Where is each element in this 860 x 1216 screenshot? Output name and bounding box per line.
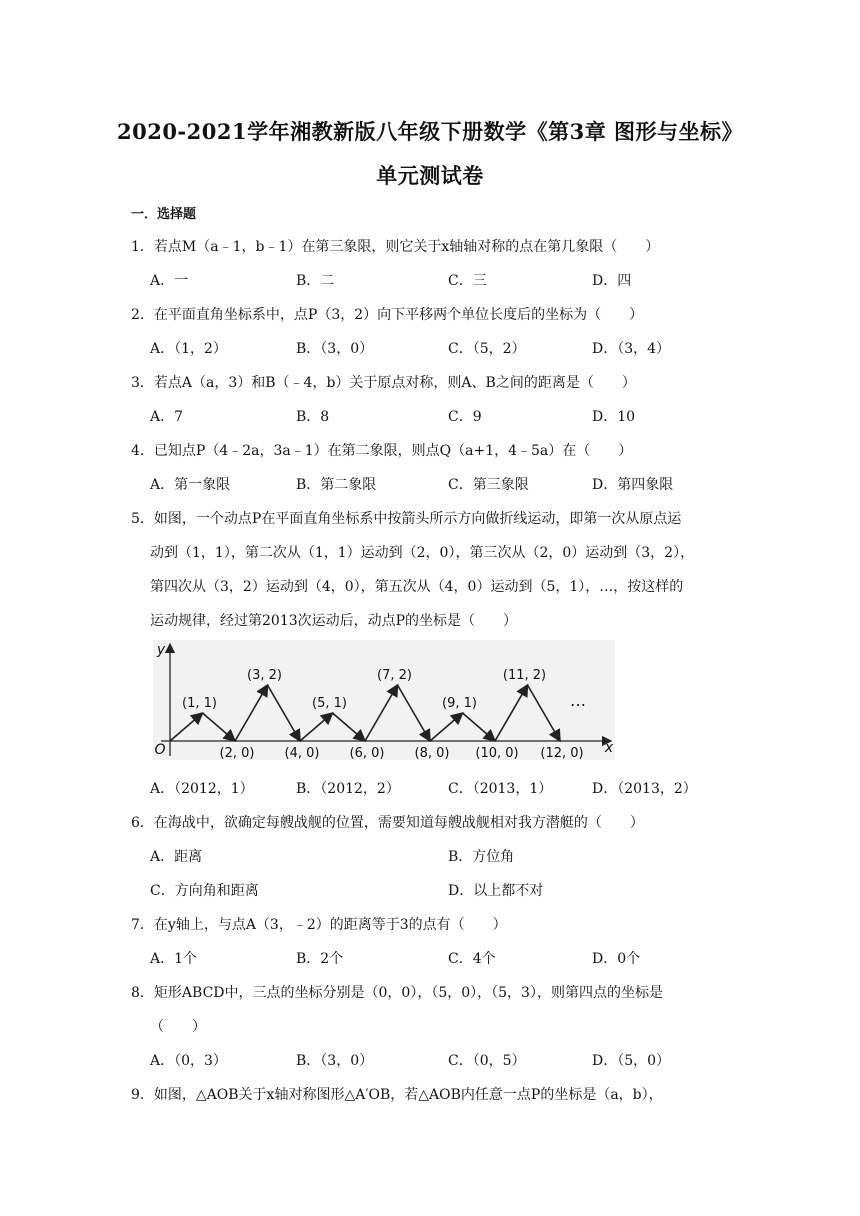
base-label: (2, 0)	[219, 746, 255, 760]
question-5-option-a: A．（2012，1）	[150, 781, 254, 797]
zigzag-figure	[153, 640, 615, 760]
question-4-option-d: D．第四象限	[592, 477, 674, 493]
question-3-option-d: D．10	[592, 409, 636, 425]
path-segment	[463, 713, 496, 741]
path-segment	[268, 685, 301, 741]
peak-label: (3, 2)	[247, 668, 282, 683]
question-8-option-a: A．（0，3）	[150, 1053, 227, 1069]
y-axis-label: y	[156, 642, 166, 658]
path-segment	[300, 713, 333, 741]
zigzag-diagram	[153, 640, 615, 760]
question-9-text: 9．如图，△AOB关于x轴对称图形△A′OB，若△AOB内任意一点P的坐标是（a，b），	[131, 1087, 663, 1103]
question-6-option-b: B．方位角	[448, 849, 515, 865]
path-segment	[333, 713, 366, 741]
question-1-option-d: D．四	[592, 273, 632, 289]
question-2-option-d: D．（3，4）	[592, 341, 671, 357]
base-label: (4, 0)	[284, 746, 320, 760]
question-7-text: 7．在y轴上，与点A（3，﹣2）的距离等于3的点有（ ）	[131, 917, 507, 933]
question-7-option-d: D．0个	[592, 951, 641, 967]
question-5-option-c: C．（2013，1）	[448, 781, 553, 797]
path-segment	[235, 685, 268, 741]
question-7-option-a: A．1个	[150, 951, 198, 967]
peak-label: (11, 2)	[502, 668, 547, 683]
question-5-option-d: D．（2013，2）	[592, 781, 697, 797]
question-7-option-c: C．4个	[448, 951, 496, 967]
question-3-text: 3．若点A（a，3）和B（﹣4，b）关于原点对称，则A、B之间的距离是（ ）	[131, 375, 636, 391]
question-4-option-c: C．第三象限	[448, 477, 529, 493]
question-3-option-a: A．7	[150, 409, 184, 425]
base-label: (12, 0)	[540, 746, 584, 760]
section-heading: 一．选择题	[131, 207, 197, 222]
x-axis-label: x	[604, 740, 614, 756]
peak-label: (5, 1)	[312, 696, 347, 711]
question-5-text-4: 运动规律，经过第2013次运动后，动点P的坐标是（ ）	[150, 613, 518, 629]
question-2-option-b: B．（3，0）	[296, 341, 374, 357]
question-1-text: 1．若点M（a﹣1，b﹣1）在第三象限，则它关于x轴轴对称的点在第几象限（ ）	[131, 239, 660, 255]
question-1-option-c: C．三	[448, 273, 487, 289]
question-3-option-c: C．9	[448, 409, 482, 425]
question-5-text-2: 动到（1，1），第二次从（1，1）运动到（2，0），第三次从（2，0）运动到（3，2），	[150, 545, 695, 561]
question-3-option-b: B．8	[296, 409, 330, 425]
question-5-text-1: 5．如图，一个动点P在平面直角坐标系中按箭头所示方向做折线运动，即第一次从原点运	[131, 511, 682, 527]
question-4-option-a: A．第一象限	[150, 477, 231, 493]
question-5-text-3: 第四次从（3，2）运动到（4，0），第五次从（4，0）运动到（5，1），…，按这样的	[150, 579, 684, 595]
peak-label: (7, 2)	[377, 668, 412, 683]
path-segment	[528, 685, 561, 741]
title-line-2: 单元测试卷	[376, 163, 484, 188]
question-4-text: 4．已知点P（4﹣2a，3a﹣1）在第二象限，则点Q（a+1，4﹣5a）在（ ）	[131, 443, 633, 459]
title-line-1: 2020-2021学年湘教新版八年级下册数学《第3章 图形与坐标》	[116, 119, 744, 144]
base-label: (6, 0)	[349, 746, 385, 760]
base-label: (10, 0)	[475, 746, 519, 760]
question-8-text-1: 8．矩形ABCD中，三点的坐标分别是（0，0），（5，0），（5，3），则第四点的坐标是	[131, 985, 663, 1001]
question-8-option-c: C．（0，5）	[448, 1053, 526, 1069]
question-1-option-a: A．一	[150, 273, 189, 289]
question-1-option-b: B．二	[296, 273, 335, 289]
question-6-option-a: A．距离	[150, 849, 203, 865]
question-2-option-c: C．（5，2）	[448, 341, 526, 357]
question-8-text-2: （ ）	[150, 1019, 206, 1035]
ellipsis-mark: …	[570, 691, 586, 710]
origin-label: O	[154, 742, 166, 758]
path-segment	[430, 713, 463, 741]
path-segment	[398, 685, 431, 741]
path-segment	[495, 685, 528, 741]
question-2-option-a: A．（1，2）	[150, 341, 227, 357]
question-7-option-b: B．2个	[296, 951, 344, 967]
question-5-option-b: B．（2012，2）	[296, 781, 400, 797]
path-segment	[203, 713, 236, 741]
question-6-option-c: C．方向角和距离	[150, 883, 259, 899]
peak-label: (9, 1)	[442, 696, 477, 711]
question-8-option-d: D．（5，0）	[592, 1053, 671, 1069]
peak-label: (1, 1)	[182, 696, 217, 711]
question-4-option-b: B．第二象限	[296, 477, 377, 493]
base-label: (8, 0)	[414, 746, 450, 760]
question-8-option-b: B．（3，0）	[296, 1053, 374, 1069]
question-6-text: 6．在海战中，欲确定每艘战舰的位置，需要知道每艘战舰相对我方潜艇的（ ）	[131, 815, 644, 831]
question-6-option-d: D．以上都不对	[448, 883, 544, 899]
question-2-text: 2．在平面直角坐标系中，点P（3，2）向下平移两个单位长度后的坐标为（ ）	[131, 307, 644, 323]
path-segment	[170, 713, 203, 741]
path-segment	[365, 685, 398, 741]
